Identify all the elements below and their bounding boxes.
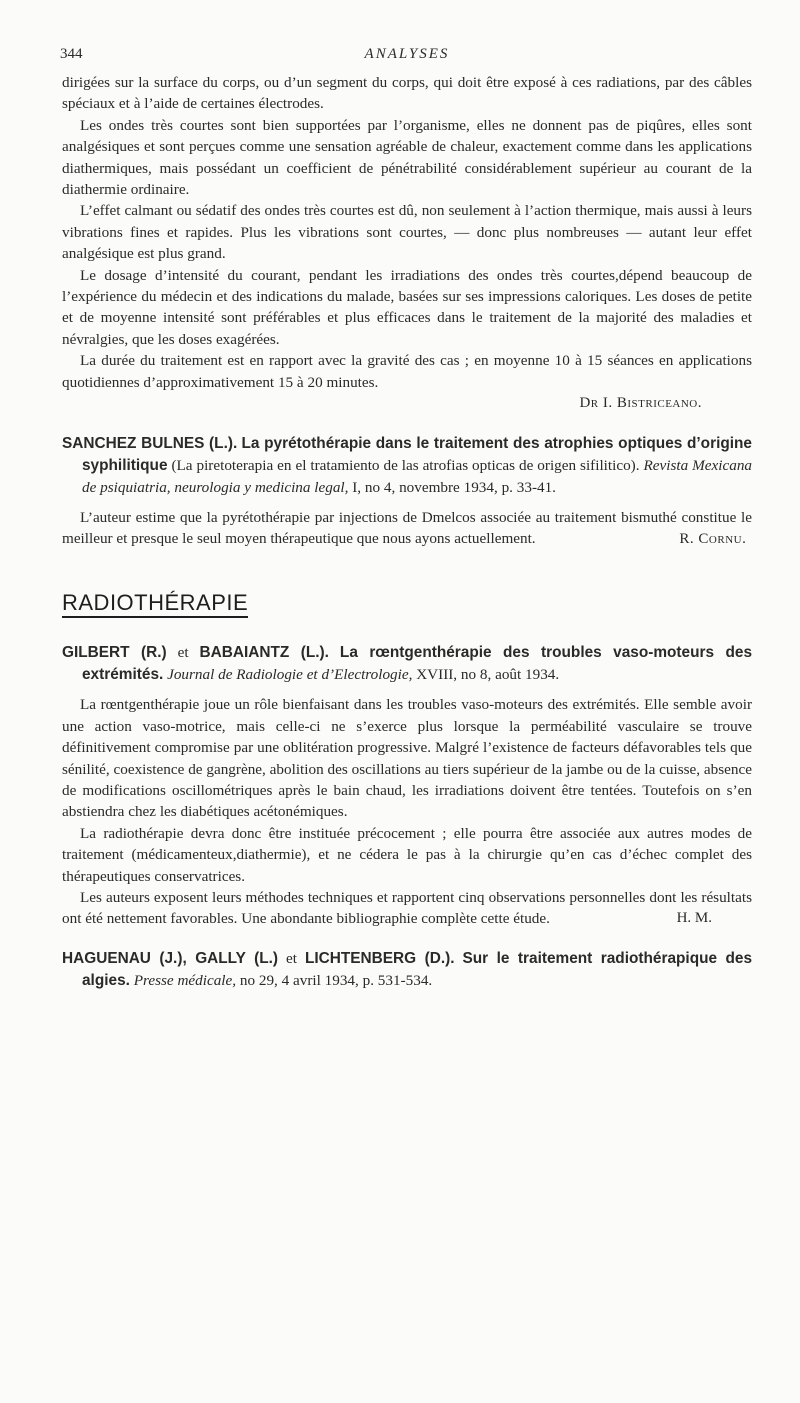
entry-gilbert-babaiantz	[62, 642, 752, 929]
entry-abstract	[62, 694, 752, 929]
entry-abstract	[62, 507, 752, 551]
entry-title	[62, 948, 752, 992]
entry-original-title: (La piretoterapia en el tratamiento de las atrofias opticas de origen sifilitico).	[171, 456, 640, 474]
entry-sanchez-bulnes	[62, 433, 752, 551]
signature: H. M.	[676, 910, 712, 927]
entry-title	[62, 642, 752, 686]
abstract-text: Les auteurs exposent leurs méthodes techniques et rapportent cinq observations personnelles dont les résultats ont été nettement favorables. Une abondante bibliographie complète cette étude.	[62, 888, 752, 928]
entry-journal: Journal de Radiologie et d’Electrologie,	[167, 666, 413, 684]
paragraph: dirigées sur la surface du corps, ou d’un segment du corps, qui doit être exposé à ces radiations, par des câbles spéciaux et à l’aide de certaines électrodes.	[62, 74, 752, 113]
paragraph: Le dosage d’intensité du courant, pendant les irradiations des ondes très courtes,dépend beaucoup de l’expérience du médecin et des indications du malade, basées sur ses impressions caloriques. Les doses de petite et de moyenne intensité sont préférables et plus efficaces dans le traitement de la majorité des maladies et névralgies, que les doses exagérées.	[62, 266, 752, 348]
entry-haguenau	[62, 948, 752, 992]
entry-article-title: La pyrétothérapie dans le traitement des atrophies optiques d’origine syphilitique	[82, 434, 752, 474]
entry-authors: SANCHEZ BULNES (L.).	[62, 434, 238, 452]
section-heading-text: RADIOTHÉRAPIE	[62, 590, 248, 618]
entry-article-title: La rœntgenthérapie des troubles vaso-moteurs des extrémités.	[82, 644, 753, 684]
entry-reference: XVIII, no 8, août 1934.	[416, 666, 560, 684]
section-heading	[62, 590, 752, 616]
entry-title	[62, 433, 752, 499]
paragraph: La rœntgenthérapie joue un rôle bienfaisant dans les troubles vaso-moteurs des extrémités. Elle semble avoir une action vaso-motrice, mais celle-ci ne s’exerce plus lorsque la perméabilité vasculaire se trouve définitivement compromise par une oblitération progressive. Malgré l’existence de facteurs défavorables tels que sénilité, coexistence de gangrène, abolition des oscillations au tiers supérieur de la jambe ou de la cuisse, absence de modifications oscillométriques après le bain chaud, les irradiations doivent être tentées. Toutefois on s’en abstiendra chez les diabétiques acétonémiques.	[62, 696, 752, 821]
previous-abstract	[62, 72, 752, 415]
paragraph: Les ondes très courtes sont bien supportées par l’organisme, elles ne donnent pas de piqûres, elles sont analgésiques et sont perçues comme une sensation agréable de chaleur, exactement comme dans les applications diathermiques, mais possédant un coefficient de pénétrabilité considérablement supérieur au courant de la diathermie ordinaire.	[62, 116, 752, 199]
entry-reference: no 29, 4 avril 1934, p. 531-534.	[239, 971, 433, 989]
entry-authors: GILBERT (R.)	[62, 644, 167, 662]
entry-journal: Revista Mexicana de psiquiatria, neurologia y medicina legal,	[82, 456, 753, 496]
signature: R. Cornu.	[679, 530, 747, 547]
entry-authors: HAGUENAU (J.), GALLY (L.)	[62, 949, 279, 967]
paragraph: La durée du traitement est en rapport avec la gravité des cas ; en moyenne 10 à 15 séances en applications quotidiennes d’approximativement 15 à 20 minutes.	[62, 352, 752, 391]
page	[62, 46, 752, 992]
paragraph	[62, 887, 752, 930]
paragraph	[62, 507, 752, 551]
paragraph: L’effet calmant ou sédatif des ondes très courtes est dû, non seulement à l’action thermique, mais aussi à leurs vibrations fines et rapides. Plus les vibrations sont courtes, — donc plus nombreuses — autant leur effet analgésique est plus grand.	[62, 202, 752, 263]
page-header	[62, 46, 752, 72]
entry-journal: Presse médicale,	[133, 971, 237, 989]
entry-authors-2: LICHTENBERG (D.).	[304, 949, 455, 967]
signature: Dr I. Bistriceano.	[579, 395, 702, 412]
page-number: 344	[60, 46, 83, 62]
entry-article-title: Sur le traitement radiothérapique des algies.	[82, 949, 753, 989]
abstract-text: L’auteur estime que la pyrétothérapie par injections de Dmelcos associée au traitement bismuthé constitue le meilleur et presque le seul moyen thérapeutique que nous ayons actuellement.	[62, 508, 752, 547]
entry-reference: I, no 4, novembre 1934, p. 33-41.	[352, 478, 556, 496]
entry-conjunction: et	[177, 644, 189, 662]
paragraph: La radiothérapie devra donc être instituée précocement ; elle pourra être associée aux autres modes de traitement (médicamenteux,diathermie), et ne cédera le pas à la chirurgie qu’en cas d’échec complet des thérapeutiques conservatrices.	[62, 824, 752, 885]
entry-conjunction: et	[286, 949, 297, 967]
running-title: ANALYSES	[364, 46, 450, 62]
entry-authors-2: BABAIANTZ (L.).	[199, 644, 329, 662]
